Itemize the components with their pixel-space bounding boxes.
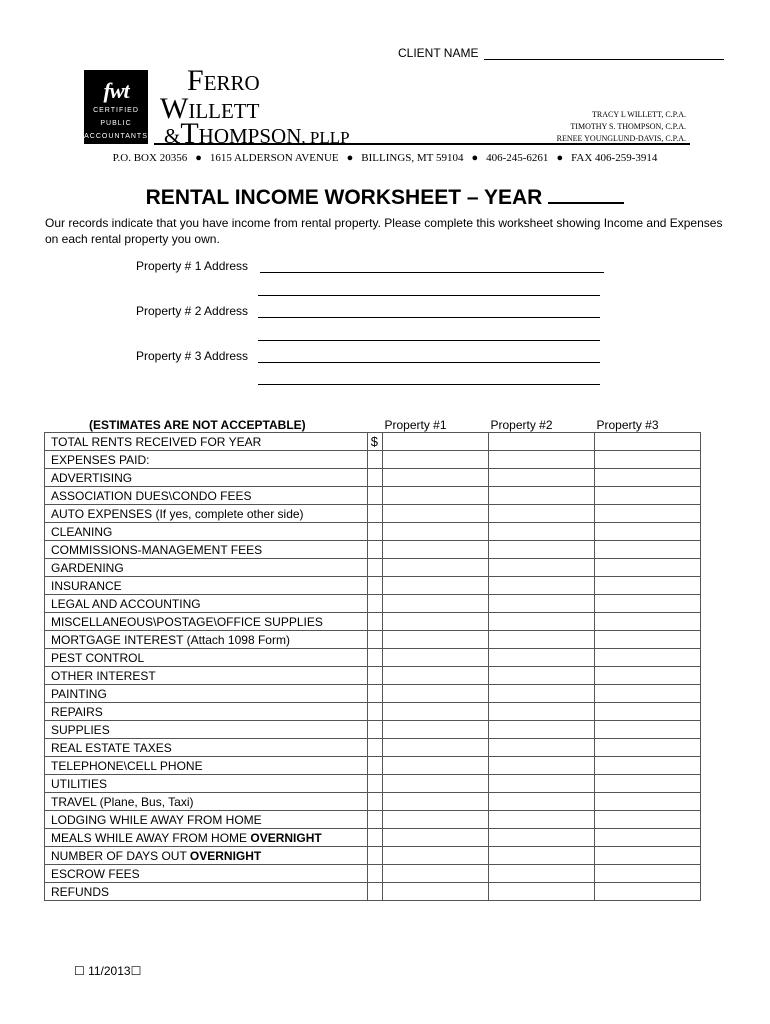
row-label: REFUNDS	[45, 883, 368, 901]
client-name-label: CLIENT NAME	[398, 46, 479, 60]
po-box: P.O. BOX 20356	[112, 152, 188, 164]
table-row	[45, 757, 701, 775]
property-1-amount-cell[interactable]	[383, 649, 489, 667]
property-3-amount-cell[interactable]	[595, 469, 701, 487]
row-label: COMMISSIONS-MANAGEMENT FEES	[45, 541, 368, 559]
property-1-amount-cell[interactable]	[383, 811, 489, 829]
row-label: PAINTING	[45, 685, 368, 703]
table-row	[45, 433, 701, 451]
property-1-amount-cell[interactable]	[383, 487, 489, 505]
table-row	[45, 649, 701, 667]
row-label: ADVERTISING	[45, 469, 368, 487]
property-1-amount-cell[interactable]	[383, 667, 489, 685]
currency-cell	[368, 721, 383, 739]
row-label: PEST CONTROL	[45, 649, 368, 667]
property-2-amount-cell[interactable]	[489, 577, 595, 595]
property-2-amount-cell[interactable]	[489, 613, 595, 631]
currency-cell	[368, 451, 383, 469]
row-label: CLEANING	[45, 523, 368, 541]
property-3-amount-cell[interactable]	[595, 613, 701, 631]
partner-name: TIMOTHY S. THOMPSON, C.P.A.	[570, 122, 686, 131]
row-label: OTHER INTEREST	[45, 667, 368, 685]
property-2-amount-cell[interactable]	[489, 811, 595, 829]
firm-logo	[84, 70, 148, 144]
property-1-amount-cell[interactable]	[383, 523, 489, 541]
table-row	[45, 847, 701, 865]
row-label: TOTAL RENTS RECEIVED FOR YEAR	[45, 433, 368, 451]
currency-cell	[368, 577, 383, 595]
property-2-amount-cell[interactable]	[489, 469, 595, 487]
property-3-amount-cell[interactable]	[595, 757, 701, 775]
logo-monogram: fwt	[103, 78, 129, 103]
firm-name-line-1: FERRO	[187, 64, 260, 97]
table-row	[45, 577, 701, 595]
property-1-amount-cell[interactable]	[383, 451, 489, 469]
property-2-amount-cell[interactable]	[489, 685, 595, 703]
table-row	[45, 721, 701, 739]
table-row	[45, 685, 701, 703]
estimates-note: (ESTIMATES ARE NOT ACCEPTABLE)	[89, 418, 306, 432]
table-row	[45, 487, 701, 505]
page-title: RENTAL INCOME WORKSHEET – YEAR	[0, 186, 770, 210]
property-1-amount-cell[interactable]	[383, 541, 489, 559]
currency-cell	[368, 613, 383, 631]
currency-cell	[368, 469, 383, 487]
row-label: TELEPHONE\CELL PHONE	[45, 757, 368, 775]
row-label: LEGAL AND ACCOUNTING	[45, 595, 368, 613]
property-3-amount-cell[interactable]	[595, 775, 701, 793]
partner-name: TRACY L WILLETT, C.P.A.	[592, 110, 686, 119]
property-1-amount-cell[interactable]	[383, 883, 489, 901]
property-1-address-label: Property # 1 Address	[136, 259, 249, 273]
property-1-amount-cell[interactable]	[383, 685, 489, 703]
client-name-field[interactable]	[484, 59, 724, 60]
table-row	[45, 631, 701, 649]
property-2-address-field[interactable]	[258, 317, 600, 318]
currency-cell	[368, 523, 383, 541]
row-label: LODGING WHILE AWAY FROM HOME	[45, 811, 368, 829]
property-1-amount-cell[interactable]	[383, 559, 489, 577]
row-label: EXPENSES PAID:	[45, 451, 368, 469]
property-1-amount-cell[interactable]	[383, 577, 489, 595]
form-revision-date: ☐ 11/2013☐	[74, 964, 142, 978]
property-3-address-field-line-2[interactable]	[258, 384, 600, 385]
property-3-address-field[interactable]	[258, 362, 600, 363]
property-1-amount-cell[interactable]	[383, 739, 489, 757]
column-header-property-2: Property #2	[490, 418, 553, 432]
property-2-amount-cell[interactable]	[489, 631, 595, 649]
currency-cell	[368, 559, 383, 577]
property-1-amount-cell[interactable]	[383, 433, 489, 451]
property-3-amount-cell[interactable]	[595, 847, 701, 865]
property-1-amount-cell[interactable]	[383, 631, 489, 649]
property-2-amount-cell[interactable]	[489, 865, 595, 883]
row-label: MISCELLANEOUS\POSTAGE\OFFICE SUPPLIES	[45, 613, 368, 631]
property-3-amount-cell[interactable]	[595, 487, 701, 505]
column-header-property-3: Property #3	[596, 418, 659, 432]
property-1-amount-cell[interactable]	[383, 793, 489, 811]
currency-cell	[368, 505, 383, 523]
currency-cell	[368, 487, 383, 505]
property-1-amount-cell[interactable]	[383, 469, 489, 487]
fax-number: FAX 406-259-3914	[571, 152, 658, 164]
property-2-amount-cell[interactable]	[489, 847, 595, 865]
property-1-amount-cell[interactable]	[383, 847, 489, 865]
row-label: ASSOCIATION DUES\CONDO FEES	[45, 487, 368, 505]
property-1-address-field[interactable]	[260, 272, 604, 273]
rental-income-table	[44, 432, 701, 901]
table-row	[45, 505, 701, 523]
property-3-amount-cell[interactable]	[595, 811, 701, 829]
property-3-amount-cell[interactable]	[595, 631, 701, 649]
table-row	[45, 793, 701, 811]
property-3-amount-cell[interactable]	[595, 703, 701, 721]
property-3-address-label: Property # 3 Address	[136, 349, 249, 363]
property-2-amount-cell[interactable]	[489, 487, 595, 505]
currency-cell	[368, 775, 383, 793]
property-2-amount-cell[interactable]	[489, 505, 595, 523]
property-3-amount-cell[interactable]	[595, 667, 701, 685]
table-row	[45, 541, 701, 559]
table-row	[45, 559, 701, 577]
street-address: 1615 ALDERSON AVENUE	[209, 152, 339, 164]
partner-list	[557, 109, 686, 145]
currency-cell: $	[368, 433, 383, 451]
currency-cell	[368, 811, 383, 829]
table-row	[45, 595, 701, 613]
property-3-amount-cell[interactable]	[595, 559, 701, 577]
table-row	[45, 811, 701, 829]
table-row	[45, 667, 701, 685]
firm-name-line-2: WILLETT	[160, 92, 260, 125]
property-2-amount-cell[interactable]	[489, 829, 595, 847]
property-2-amount-cell[interactable]	[489, 667, 595, 685]
property-1-amount-cell[interactable]	[383, 829, 489, 847]
property-1-amount-cell[interactable]	[383, 721, 489, 739]
property-1-amount-cell[interactable]	[383, 505, 489, 523]
overnight-emphasis: OVERNIGHT	[250, 830, 322, 845]
row-label: UTILITIES	[45, 775, 368, 793]
row-label: SUPPLIES	[45, 721, 368, 739]
column-header-property-1: Property #1	[384, 418, 447, 432]
firm-name-line-3: &THOMPSON, PLLP	[164, 117, 350, 150]
currency-cell	[368, 883, 383, 901]
row-label: TRAVEL (Plane, Bus, Taxi)	[45, 793, 368, 811]
logo-public: PUBLIC	[100, 120, 132, 127]
property-2-amount-cell[interactable]	[489, 703, 595, 721]
property-2-amount-cell[interactable]	[489, 541, 595, 559]
property-3-amount-cell[interactable]	[595, 865, 701, 883]
table-row	[45, 469, 701, 487]
row-label: GARDENING	[45, 559, 368, 577]
property-3-amount-cell[interactable]	[595, 721, 701, 739]
currency-cell	[368, 685, 383, 703]
property-3-amount-cell[interactable]	[595, 829, 701, 847]
property-2-amount-cell[interactable]	[489, 451, 595, 469]
table-row	[45, 829, 701, 847]
table-row	[45, 739, 701, 757]
overnight-emphasis: OVERNIGHT	[189, 848, 262, 863]
currency-cell	[368, 667, 383, 685]
property-2-amount-cell[interactable]	[489, 595, 595, 613]
intro-text: Our records indicate that you have income from rental property. Please complete this worksheet showing Income and Expenses on each rental property you own.	[45, 216, 723, 246]
logo-certified: CERTIFIED	[93, 107, 139, 114]
currency-cell	[368, 865, 383, 883]
property-3-amount-cell[interactable]	[595, 505, 701, 523]
property-1-amount-cell[interactable]	[383, 613, 489, 631]
row-label: MEALS WHILE AWAY FROM HOME OVERNIGHT	[45, 829, 368, 847]
property-3-amount-cell[interactable]	[595, 577, 701, 595]
currency-cell	[368, 541, 383, 559]
table-row	[45, 523, 701, 541]
property-1-amount-cell[interactable]	[383, 775, 489, 793]
row-label: REPAIRS	[45, 703, 368, 721]
property-1-amount-cell[interactable]	[383, 595, 489, 613]
property-2-amount-cell[interactable]	[489, 721, 595, 739]
table-row	[45, 451, 701, 469]
row-label: INSURANCE	[45, 577, 368, 595]
table-row	[45, 775, 701, 793]
currency-cell	[368, 757, 383, 775]
partner-name: RENEE YOUNGLUND-DAVIS, C.P.A.	[556, 134, 686, 143]
property-2-amount-cell[interactable]	[489, 559, 595, 577]
property-1-address-field-line-2[interactable]	[258, 295, 600, 296]
row-label: NUMBER OF DAYS OUT OVERNIGHT	[45, 847, 368, 865]
city-state-zip: BILLINGS, MT 59104	[361, 152, 464, 164]
property-2-amount-cell[interactable]	[489, 433, 595, 451]
table-row	[45, 865, 701, 883]
property-3-amount-cell[interactable]	[595, 451, 701, 469]
property-2-amount-cell[interactable]	[489, 775, 595, 793]
property-2-amount-cell[interactable]	[489, 523, 595, 541]
currency-cell	[368, 595, 383, 613]
firm-address-bar: P.O. BOX 20356 ● 1615 ALDERSON AVENUE ● BILLINGS, MT 59104 ● 406-245-6261 ● FAX 406-259-3914	[112, 152, 658, 164]
property-2-amount-cell[interactable]	[489, 649, 595, 667]
row-label: REAL ESTATE TAXES	[45, 739, 368, 757]
property-3-amount-cell[interactable]	[595, 649, 701, 667]
property-2-amount-cell[interactable]	[489, 739, 595, 757]
property-1-amount-cell[interactable]	[383, 865, 489, 883]
currency-cell	[368, 847, 383, 865]
property-3-amount-cell[interactable]	[595, 523, 701, 541]
property-3-amount-cell[interactable]	[595, 595, 701, 613]
property-3-amount-cell[interactable]	[595, 883, 701, 901]
property-1-amount-cell[interactable]	[383, 703, 489, 721]
currency-cell	[368, 631, 383, 649]
property-2-address-field-line-2[interactable]	[258, 340, 600, 341]
table-row	[45, 613, 701, 631]
property-3-amount-cell[interactable]	[595, 739, 701, 757]
property-3-amount-cell[interactable]	[595, 793, 701, 811]
currency-cell	[368, 829, 383, 847]
logo-accountants: ACCOUNTANTS	[84, 133, 148, 140]
table-row	[45, 883, 701, 901]
row-label: ESCROW FEES	[45, 865, 368, 883]
currency-cell	[368, 793, 383, 811]
currency-cell	[368, 703, 383, 721]
property-2-amount-cell[interactable]	[489, 883, 595, 901]
phone-number: 406-245-6261	[486, 152, 549, 164]
property-3-amount-cell[interactable]	[595, 433, 701, 451]
property-2-amount-cell[interactable]	[489, 793, 595, 811]
row-label: MORTGAGE INTEREST (Attach 1098 Form)	[45, 631, 368, 649]
table-row	[45, 703, 701, 721]
row-label: AUTO EXPENSES (If yes, complete other side)	[45, 505, 368, 523]
property-1-amount-cell[interactable]	[383, 757, 489, 775]
currency-cell	[368, 649, 383, 667]
property-2-amount-cell[interactable]	[489, 757, 595, 775]
property-3-amount-cell[interactable]	[595, 685, 701, 703]
property-3-amount-cell[interactable]	[595, 541, 701, 559]
year-field[interactable]	[548, 186, 624, 204]
currency-cell	[368, 739, 383, 757]
property-2-address-label: Property # 2 Address	[136, 304, 249, 318]
